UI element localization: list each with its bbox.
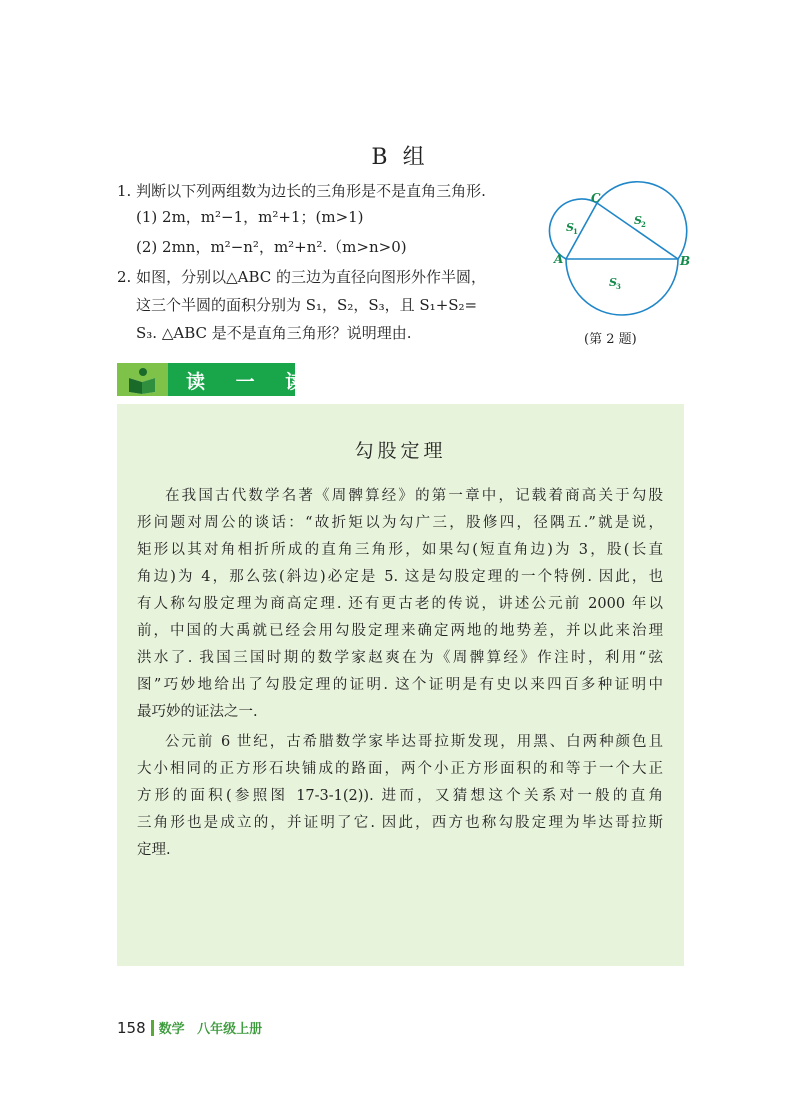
footer-divider (151, 1020, 154, 1036)
part-2-expression: 2mn，m²−n²，m²+n².（m>n>0) (162, 238, 407, 256)
reading-line: 定理. (137, 842, 171, 858)
page-number: 158 (117, 1019, 146, 1037)
reading-line: 大小相同的正方形石块铺成的路面，两个小正方形面积的和等于一个大正 (137, 761, 663, 777)
question-1-part-1 (136, 206, 364, 228)
question-1-text: 1. 判断以下列两组数为边长的三角形是不是直角三角形. (117, 182, 486, 200)
reading-line: 角边)为 4，那么弦(斜边)必定是 5. 这是勾股定理的一个特例. 因此，也 (137, 569, 663, 585)
reading-line: 洪水了. 我国三国时期的数学家赵爽在为《周髀算经》作注时，利用“弦 (137, 650, 663, 666)
reading-line: 矩形以其对角相折所成的直角三角形，如果勾(短直角边)为 3，股(长直 (137, 542, 663, 558)
banner-icon-box (117, 363, 168, 396)
figure-caption: (第 2 题) (584, 332, 637, 347)
reading-line: 有人称勾股定理为商高定理. 还有更古老的传说，讲述公元前 2000 年以 (137, 596, 663, 612)
vertex-a-label: A (554, 252, 564, 266)
part-1-label: (1) (136, 208, 158, 226)
reading-title: 勾股定理 (354, 440, 447, 462)
area-s1-subscript: 1 (573, 227, 578, 236)
reading-line: 最巧妙的证法之一. (137, 704, 258, 720)
question-1-part-2 (136, 236, 407, 258)
footer-book: 八年级上册 (197, 1022, 263, 1037)
reading-line: 三角形也是成立的，并证明了它. 因此，西方也称勾股定理为毕达哥拉斯 (137, 815, 663, 831)
banner-label-box (168, 363, 317, 396)
vertex-b-label: B (680, 254, 691, 268)
side-cb (597, 203, 678, 259)
page-footer (117, 1018, 262, 1037)
semicircle-s3 (566, 259, 678, 315)
semicircle-triangle-figure (548, 190, 691, 320)
question-2-line-1: 2. 如图，分别以△ABC 的三边为直径向图形外作半圆， (117, 268, 486, 286)
reading-line: 方形的面积(参照图 17-3-1(2)). 进而，又猜想这个关系对一般的直角 (137, 788, 663, 804)
part-2-label: (2) (136, 238, 158, 256)
reading-line: 在我国古代数学名著《周髀算经》的第一章中，记载着商高关于勾股 (165, 488, 663, 504)
area-s2-label: S (634, 214, 642, 227)
area-s3-subscript: 3 (616, 282, 621, 291)
area-s2-subscript: 2 (641, 220, 646, 229)
area-s3-label: S (609, 276, 617, 289)
part-1-expression: 2m，m²−1，m²+1；(m>1) (162, 208, 364, 226)
reading-person-icon (117, 363, 168, 396)
question-2-line-3: S₃. △ABC 是不是直角三角形？说明理由. (136, 324, 412, 342)
reading-line: 前，中国的大禹就已经会用勾股定理来确定两地的地势差，并以此来治理 (137, 623, 663, 639)
area-s1-label: S (566, 221, 574, 234)
reading-line: 图”巧妙地给出了勾股定理的证明. 这个证明是有史以来四百多种证明中 (137, 677, 663, 693)
reading-line: 形问题对周公的谈话：“故折矩以为勾广三，股修四，径隅五.”就是说， (137, 515, 663, 531)
footer-subject: 数学 (158, 1022, 185, 1037)
reading-line: 公元前 6 世纪，古希腊数学家毕达哥拉斯发现，用黑、白两种颜色且 (165, 734, 663, 750)
banner-label: 读 一 读 (186, 371, 317, 393)
read-section-banner (117, 363, 317, 396)
vertex-c-label: C (591, 191, 601, 205)
question-2-line-2: 这三个半圆的面积分别为 S₁，S₂，S₃，且 S₁+S₂= (136, 296, 478, 314)
section-title: B 组 (371, 145, 429, 170)
reading-panel (117, 404, 684, 966)
